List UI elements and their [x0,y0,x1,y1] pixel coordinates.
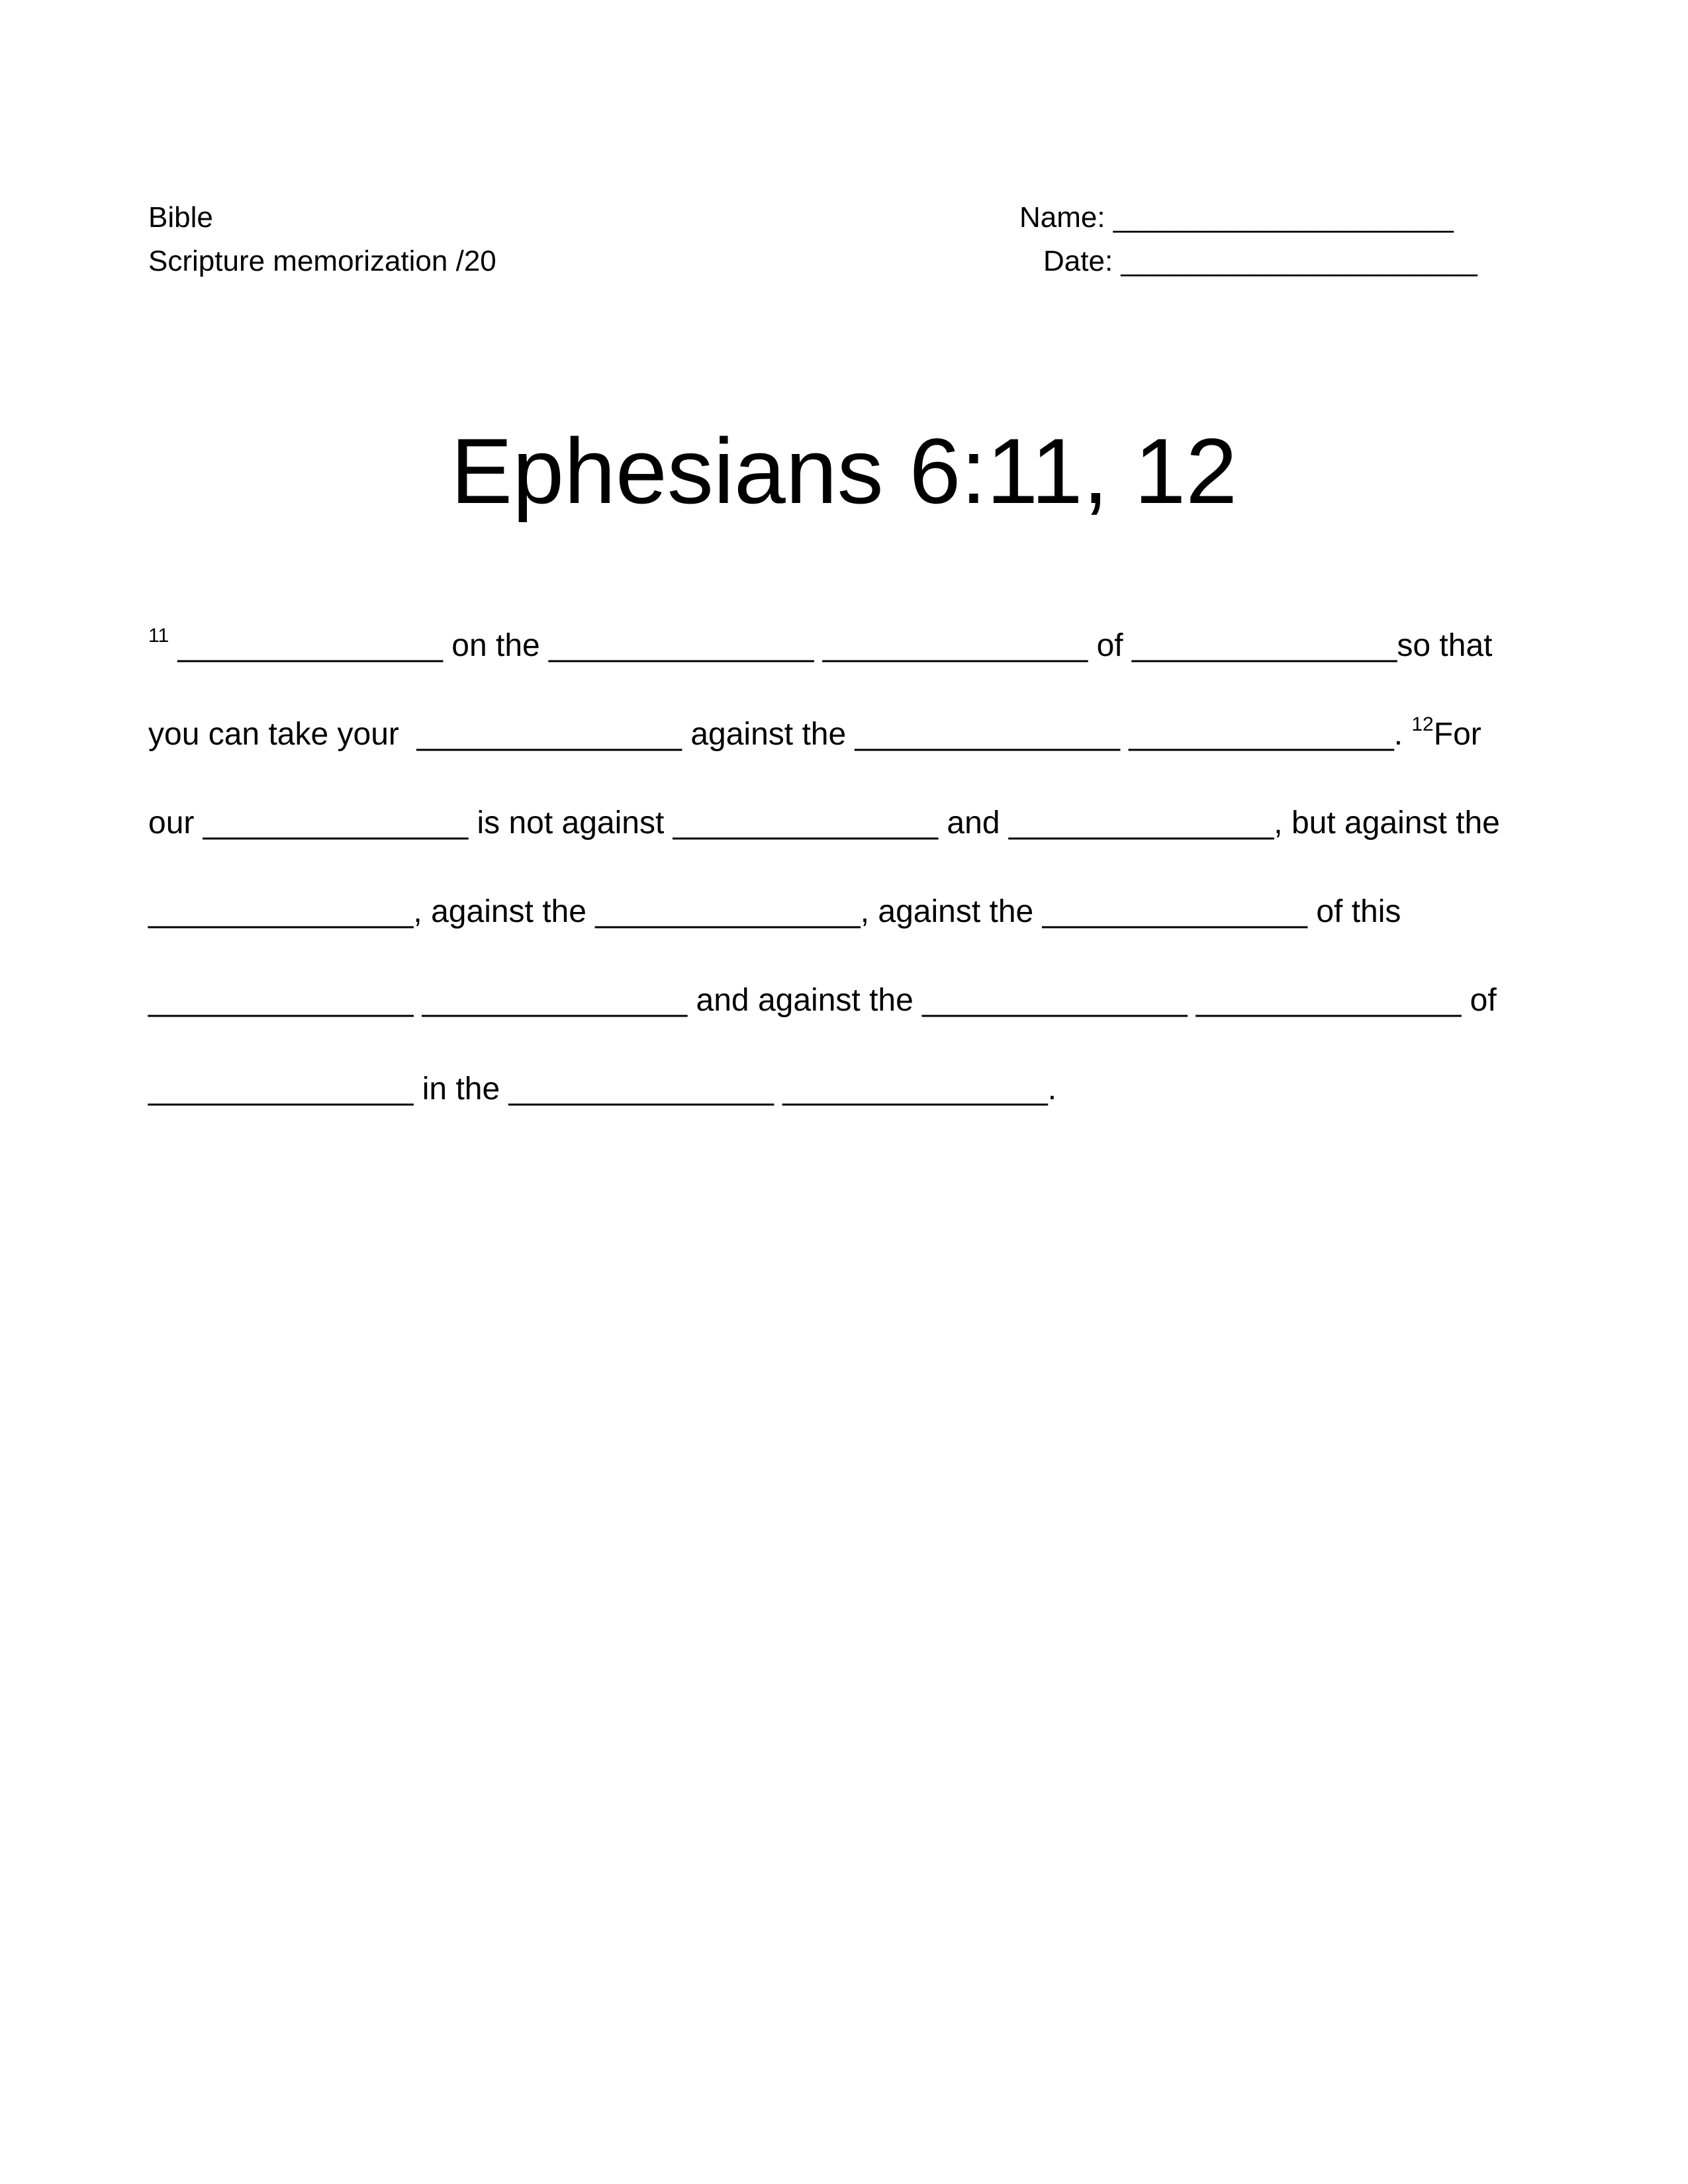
verse-line-1 [148,627,1492,664]
verse-number-12: 12 [1411,713,1434,735]
verse-line-1-text: _______________ on the _______________ _______________ of _______________so that [169,628,1493,663]
name-field: Name: _____________________ [1019,201,1454,234]
subject-label: Bible [148,201,213,234]
verse-line-5: _______________ _______________ and against the _______________ _______________ of [148,983,1497,1018]
verse-line-2-text: you can take your _______________ against the _______________ _______________. [148,717,1412,752]
verse-line-2-end: For [1433,717,1481,752]
verse-number-11: 11 [148,625,169,647]
date-field: Date: ______________________ [1043,245,1477,277]
quiz-title: Scripture memorization /20 [148,245,496,277]
page-title: Ephesians 6:11, 12 [450,419,1238,523]
verse-line-4: _______________, against the _______________, against the _______________ of this [148,894,1401,929]
verse-line-6: _______________ in the _______________ _______________. [148,1071,1057,1107]
verse-line-2 [148,713,1481,753]
verse-line-3: our _______________ is not against _______________ and _______________, but against the [148,805,1500,841]
